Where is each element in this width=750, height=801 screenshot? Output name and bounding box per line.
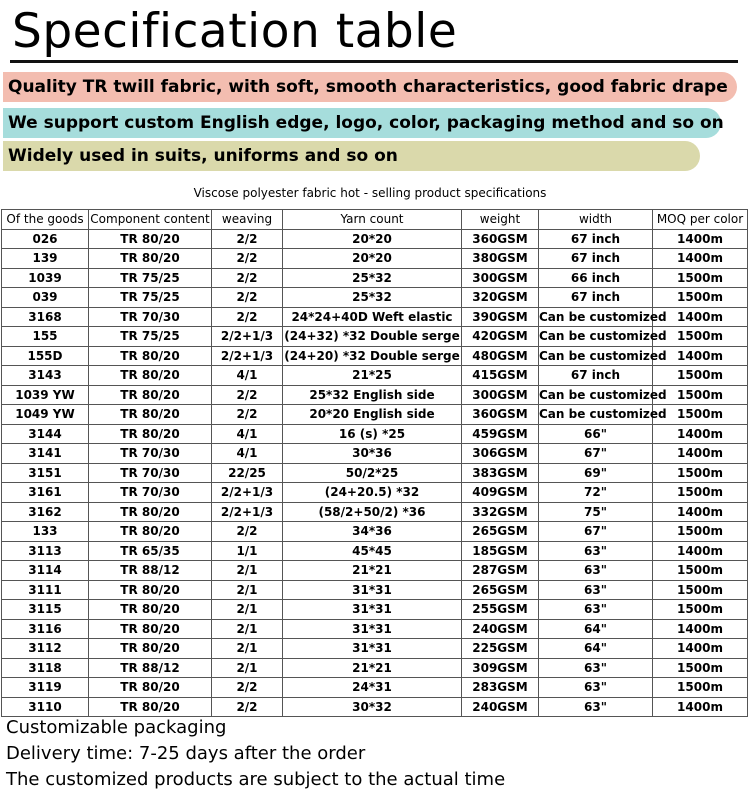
cell-weaving: 2/1 <box>212 561 283 581</box>
cell-yarn-count: (58/2+50/2) *36 <box>283 502 462 522</box>
cell-weaving: 2/2+1/3 <box>212 327 283 347</box>
cell-component: TR 80/20 <box>89 619 212 639</box>
cell-width: Can be customized <box>539 307 653 327</box>
cell-weaving: 2/1 <box>212 600 283 620</box>
table-row <box>2 424 748 444</box>
cell-weight: 265GSM <box>462 580 539 600</box>
cell-yarn-count: 21*21 <box>283 658 462 678</box>
cell-moq: 1500m <box>653 561 748 581</box>
cell-yarn-count: (24+20) *32 Double serge <box>283 346 462 366</box>
cell-goods: 3144 <box>2 424 89 444</box>
cell-width: 66 inch <box>539 268 653 288</box>
cell-goods: 3113 <box>2 541 89 561</box>
cell-component: TR 75/25 <box>89 288 212 308</box>
cell-width: 63" <box>539 580 653 600</box>
cell-width: 69" <box>539 463 653 483</box>
cell-moq: 1400m <box>653 502 748 522</box>
table-row <box>2 268 748 288</box>
cell-weaving: 2/2 <box>212 268 283 288</box>
cell-component: TR 80/20 <box>89 346 212 366</box>
cell-component: TR 70/30 <box>89 463 212 483</box>
header-yarn-count: Yarn count <box>283 210 462 230</box>
table-row <box>2 600 748 620</box>
footer-delivery: Delivery time: 7-25 days after the order <box>6 743 366 764</box>
cell-weaving: 1/1 <box>212 541 283 561</box>
cell-component: TR 80/20 <box>89 405 212 425</box>
cell-moq: 1400m <box>653 541 748 561</box>
cell-component: TR 80/20 <box>89 678 212 698</box>
cell-yarn-count: 45*45 <box>283 541 462 561</box>
feature-band-quality: Quality TR twill fabric, with soft, smooth characteristics, good fabric drape <box>3 72 737 102</box>
cell-moq: 1500m <box>653 366 748 386</box>
cell-goods: 133 <box>2 522 89 542</box>
cell-yarn-count: 25*32 English side <box>283 385 462 405</box>
cell-component: TR 80/20 <box>89 249 212 269</box>
cell-width: 67 inch <box>539 249 653 269</box>
cell-goods: 3111 <box>2 580 89 600</box>
footer-notes <box>6 715 505 793</box>
cell-component: TR 88/12 <box>89 561 212 581</box>
cell-moq: 1500m <box>653 463 748 483</box>
cell-component: TR 88/12 <box>89 658 212 678</box>
cell-weaving: 2/2 <box>212 522 283 542</box>
cell-goods: 3168 <box>2 307 89 327</box>
cell-moq: 1400m <box>653 346 748 366</box>
cell-goods: 1039 <box>2 268 89 288</box>
cell-width: 63" <box>539 600 653 620</box>
table-row <box>2 639 748 659</box>
cell-goods: 155D <box>2 346 89 366</box>
cell-yarn-count: 20*20 <box>283 249 462 269</box>
title-underline <box>10 60 738 63</box>
footer-packaging: Customizable packaging <box>6 717 227 738</box>
table-caption: Viscose polyester fabric hot - selling product specifications <box>193 186 547 200</box>
table-row <box>2 463 748 483</box>
table-row <box>2 658 748 678</box>
cell-yarn-count: 21*21 <box>283 561 462 581</box>
cell-weaving: 4/1 <box>212 444 283 464</box>
cell-yarn-count: 24*24+40D Weft elastic <box>283 307 462 327</box>
cell-goods: 3143 <box>2 366 89 386</box>
cell-yarn-count: 31*31 <box>283 600 462 620</box>
cell-weight: 380GSM <box>462 249 539 269</box>
cell-weight: 255GSM <box>462 600 539 620</box>
cell-yarn-count: 20*20 English side <box>283 405 462 425</box>
cell-weight: 283GSM <box>462 678 539 698</box>
cell-component: TR 75/25 <box>89 268 212 288</box>
cell-moq: 1400m <box>653 697 748 717</box>
cell-goods: 1049 YW <box>2 405 89 425</box>
cell-weight: 383GSM <box>462 463 539 483</box>
table-row <box>2 541 748 561</box>
table-row <box>2 502 748 522</box>
cell-weaving: 2/1 <box>212 658 283 678</box>
table-row <box>2 249 748 269</box>
cell-component: TR 70/30 <box>89 444 212 464</box>
cell-weaving: 4/1 <box>212 424 283 444</box>
cell-component: TR 80/20 <box>89 697 212 717</box>
cell-weight: 240GSM <box>462 697 539 717</box>
cell-weight: 332GSM <box>462 502 539 522</box>
cell-weaving: 4/1 <box>212 366 283 386</box>
cell-yarn-count: 34*36 <box>283 522 462 542</box>
cell-weight: 240GSM <box>462 619 539 639</box>
cell-yarn-count: 31*31 <box>283 580 462 600</box>
cell-yarn-count: 24*31 <box>283 678 462 698</box>
cell-yarn-count: 21*25 <box>283 366 462 386</box>
cell-moq: 1500m <box>653 658 748 678</box>
cell-width: 67" <box>539 522 653 542</box>
cell-goods: 3116 <box>2 619 89 639</box>
cell-goods: 3114 <box>2 561 89 581</box>
cell-weaving: 2/2 <box>212 678 283 698</box>
cell-weaving: 2/2 <box>212 249 283 269</box>
cell-width: Can be customized <box>539 405 653 425</box>
table-row <box>2 229 748 249</box>
cell-moq: 1400m <box>653 424 748 444</box>
table-row <box>2 619 748 639</box>
cell-yarn-count: 16 (s) *25 <box>283 424 462 444</box>
cell-weight: 287GSM <box>462 561 539 581</box>
cell-weaving: 2/2 <box>212 229 283 249</box>
cell-weight: 360GSM <box>462 405 539 425</box>
cell-yarn-count: (24+32) *32 Double serge <box>283 327 462 347</box>
cell-component: TR 80/20 <box>89 522 212 542</box>
cell-moq: 1500m <box>653 522 748 542</box>
cell-weight: 185GSM <box>462 541 539 561</box>
cell-component: TR 80/20 <box>89 366 212 386</box>
cell-goods: 3110 <box>2 697 89 717</box>
table-row <box>2 307 748 327</box>
cell-component: TR 75/25 <box>89 327 212 347</box>
cell-moq: 1400m <box>653 619 748 639</box>
cell-goods: 3119 <box>2 678 89 698</box>
table-row <box>2 561 748 581</box>
cell-width: 67 inch <box>539 288 653 308</box>
cell-goods: 139 <box>2 249 89 269</box>
table-row <box>2 580 748 600</box>
cell-width: Can be customized <box>539 327 653 347</box>
table-row <box>2 444 748 464</box>
header-width: width <box>539 210 653 230</box>
cell-weight: 300GSM <box>462 385 539 405</box>
table-row <box>2 697 748 717</box>
table-row <box>2 327 748 347</box>
cell-goods: 026 <box>2 229 89 249</box>
cell-width: 67" <box>539 444 653 464</box>
cell-width: 63" <box>539 697 653 717</box>
cell-width: 64" <box>539 639 653 659</box>
cell-moq: 1500m <box>653 327 748 347</box>
cell-component: TR 80/20 <box>89 580 212 600</box>
cell-weaving: 2/1 <box>212 619 283 639</box>
cell-width: 72" <box>539 483 653 503</box>
cell-weaving: 2/1 <box>212 580 283 600</box>
cell-weaving: 2/2 <box>212 288 283 308</box>
cell-moq: 1400m <box>653 444 748 464</box>
cell-component: TR 80/20 <box>89 600 212 620</box>
cell-width: Can be customized <box>539 385 653 405</box>
cell-weight: 390GSM <box>462 307 539 327</box>
cell-moq: 1500m <box>653 678 748 698</box>
cell-goods: 3162 <box>2 502 89 522</box>
cell-yarn-count: 25*32 <box>283 268 462 288</box>
cell-weight: 309GSM <box>462 658 539 678</box>
cell-goods: 3151 <box>2 463 89 483</box>
cell-width: 67 inch <box>539 366 653 386</box>
cell-component: TR 70/30 <box>89 307 212 327</box>
cell-goods: 1039 YW <box>2 385 89 405</box>
table-header-row <box>2 210 748 230</box>
table-row <box>2 405 748 425</box>
cell-moq: 1400m <box>653 307 748 327</box>
cell-weight: 360GSM <box>462 229 539 249</box>
cell-width: 67 inch <box>539 229 653 249</box>
cell-weight: 265GSM <box>462 522 539 542</box>
cell-yarn-count: 50/2*25 <box>283 463 462 483</box>
cell-width: 66" <box>539 424 653 444</box>
cell-goods: 155 <box>2 327 89 347</box>
feature-band-usage: Widely used in suits, uniforms and so on <box>3 141 700 171</box>
header-weaving: weaving <box>212 210 283 230</box>
cell-yarn-count: (24+20.5) *32 <box>283 483 462 503</box>
cell-moq: 1500m <box>653 600 748 620</box>
cell-weight: 459GSM <box>462 424 539 444</box>
cell-goods: 3115 <box>2 600 89 620</box>
cell-weaving: 2/2+1/3 <box>212 502 283 522</box>
cell-width: 63" <box>539 541 653 561</box>
cell-width: 63" <box>539 658 653 678</box>
cell-width: 63" <box>539 561 653 581</box>
cell-weight: 300GSM <box>462 268 539 288</box>
cell-moq: 1500m <box>653 385 748 405</box>
cell-goods: 3112 <box>2 639 89 659</box>
cell-weight: 415GSM <box>462 366 539 386</box>
cell-weaving: 2/2 <box>212 405 283 425</box>
cell-weaving: 2/2+1/3 <box>212 346 283 366</box>
cell-moq: 1500m <box>653 405 748 425</box>
cell-weaving: 2/1 <box>212 639 283 659</box>
cell-moq: 1500m <box>653 268 748 288</box>
cell-weight: 480GSM <box>462 346 539 366</box>
cell-weight: 306GSM <box>462 444 539 464</box>
table-row <box>2 366 748 386</box>
cell-yarn-count: 31*31 <box>283 639 462 659</box>
cell-weaving: 2/2+1/3 <box>212 483 283 503</box>
cell-weight: 409GSM <box>462 483 539 503</box>
specification-table <box>1 209 748 717</box>
cell-component: TR 80/20 <box>89 424 212 444</box>
cell-yarn-count: 25*32 <box>283 288 462 308</box>
cell-weaving: 2/2 <box>212 697 283 717</box>
table-row <box>2 483 748 503</box>
cell-width: 63" <box>539 678 653 698</box>
cell-component: TR 70/30 <box>89 483 212 503</box>
feature-band-customization: We support custom English edge, logo, color, packaging method and so on <box>3 108 721 138</box>
cell-component: TR 65/35 <box>89 541 212 561</box>
header-weight: weight <box>462 210 539 230</box>
cell-width: Can be customized <box>539 346 653 366</box>
cell-moq: 1400m <box>653 639 748 659</box>
cell-component: TR 80/20 <box>89 385 212 405</box>
cell-goods: 3118 <box>2 658 89 678</box>
cell-weight: 320GSM <box>462 288 539 308</box>
cell-moq: 1500m <box>653 483 748 503</box>
cell-moq: 1400m <box>653 249 748 269</box>
cell-goods: 039 <box>2 288 89 308</box>
page-title: Specification table <box>12 4 458 59</box>
cell-moq: 1400m <box>653 229 748 249</box>
cell-moq: 1500m <box>653 288 748 308</box>
cell-goods: 3141 <box>2 444 89 464</box>
cell-weaving: 2/2 <box>212 307 283 327</box>
cell-yarn-count: 31*31 <box>283 619 462 639</box>
header-component: Component content <box>89 210 212 230</box>
table-row <box>2 288 748 308</box>
cell-component: TR 80/20 <box>89 502 212 522</box>
cell-goods: 3161 <box>2 483 89 503</box>
cell-component: TR 80/20 <box>89 639 212 659</box>
footer-disclaimer: The customized products are subject to the actual time <box>6 769 506 790</box>
cell-width: 75" <box>539 502 653 522</box>
cell-weaving: 2/2 <box>212 385 283 405</box>
table-row <box>2 346 748 366</box>
header-goods: Of the goods <box>2 210 89 230</box>
header-moq: MOQ per color <box>653 210 748 230</box>
table-row <box>2 385 748 405</box>
cell-yarn-count: 30*36 <box>283 444 462 464</box>
cell-yarn-count: 20*20 <box>283 229 462 249</box>
cell-weight: 225GSM <box>462 639 539 659</box>
cell-weight: 420GSM <box>462 327 539 347</box>
cell-moq: 1500m <box>653 580 748 600</box>
cell-component: TR 80/20 <box>89 229 212 249</box>
cell-yarn-count: 30*32 <box>283 697 462 717</box>
cell-weaving: 22/25 <box>212 463 283 483</box>
cell-width: 64" <box>539 619 653 639</box>
table-row <box>2 522 748 542</box>
table-row <box>2 678 748 698</box>
